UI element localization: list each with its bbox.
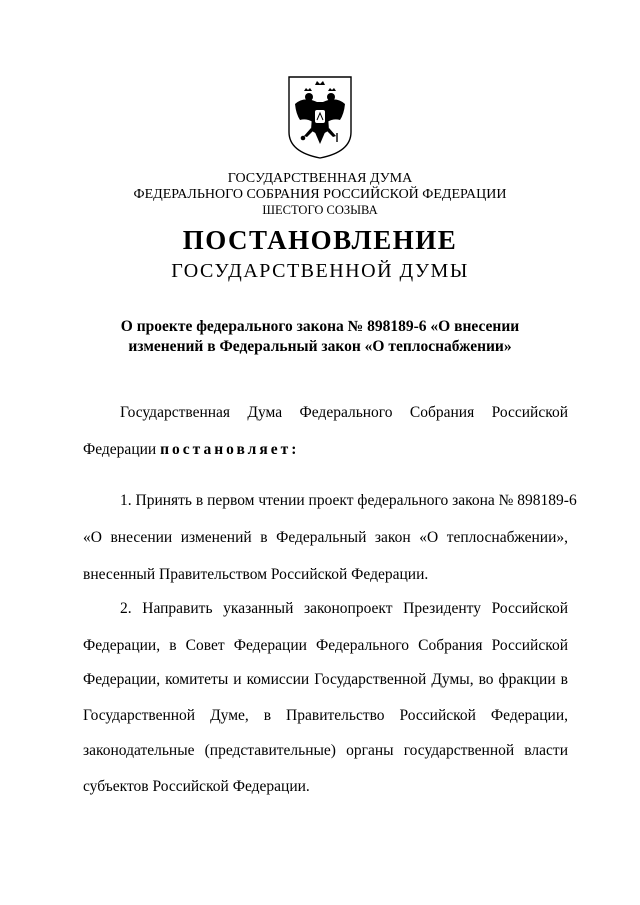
item-2-line-6: субъектов Российской Федерации. — [83, 778, 310, 795]
preamble-line-2 — [83, 441, 568, 459]
resolves-emphasis: постановляет: — [160, 441, 300, 458]
item-1-line-2: «О внесении изменений в Федеральный закон «О теплоснабжении», — [83, 529, 568, 546]
item-2-line-1: 2. Направить указанный законопроект Президенту Российской — [120, 600, 568, 617]
org-line-3: ШЕСТОГО СОЗЫВА — [262, 203, 378, 217]
item-2-line-2: Федерации, в Совет Федерации Федерального Собрания Российской — [83, 637, 568, 654]
item-2-line-3: Федерации, комитеты и комиссии Государственной Думы, во фракции в — [83, 671, 568, 688]
item-2-line-5: законодательные (представительные) органы государственной власти — [83, 742, 568, 759]
item-2-line-4: Государственной Думе, в Правительство Российской Федерации, — [83, 707, 568, 724]
item-1-line-3: внесенный Правительством Российской Федерации. — [83, 566, 429, 583]
russian-coat-of-arms-icon — [286, 74, 354, 160]
document-subtitle: ГОСУДАРСТВЕННОЙ ДУМЫ — [171, 260, 469, 282]
org-line-1: ГОСУДАРСТВЕННАЯ ДУМА — [227, 171, 413, 186]
preamble-text: Федерации — [83, 441, 161, 458]
org-line-2: ФЕДЕРАЛЬНОГО СОБРАНИЯ РОССИЙСКОЙ ФЕДЕРАЦИИ — [133, 187, 507, 202]
subject-line-2: изменений в Федеральный закон «О теплоснабжении» — [128, 338, 512, 355]
item-1-line-1: 1. Принять в первом чтении проект федерального закона № 898189-6 — [120, 492, 577, 509]
subject-line-1: О проекте федерального закона № 898189-6 «О внесении — [120, 318, 520, 335]
document-title: ПОСТАНОВЛЕНИЕ — [182, 225, 458, 255]
preamble-line-1: Государственная Дума Федерального Собрания Российской — [120, 404, 568, 421]
